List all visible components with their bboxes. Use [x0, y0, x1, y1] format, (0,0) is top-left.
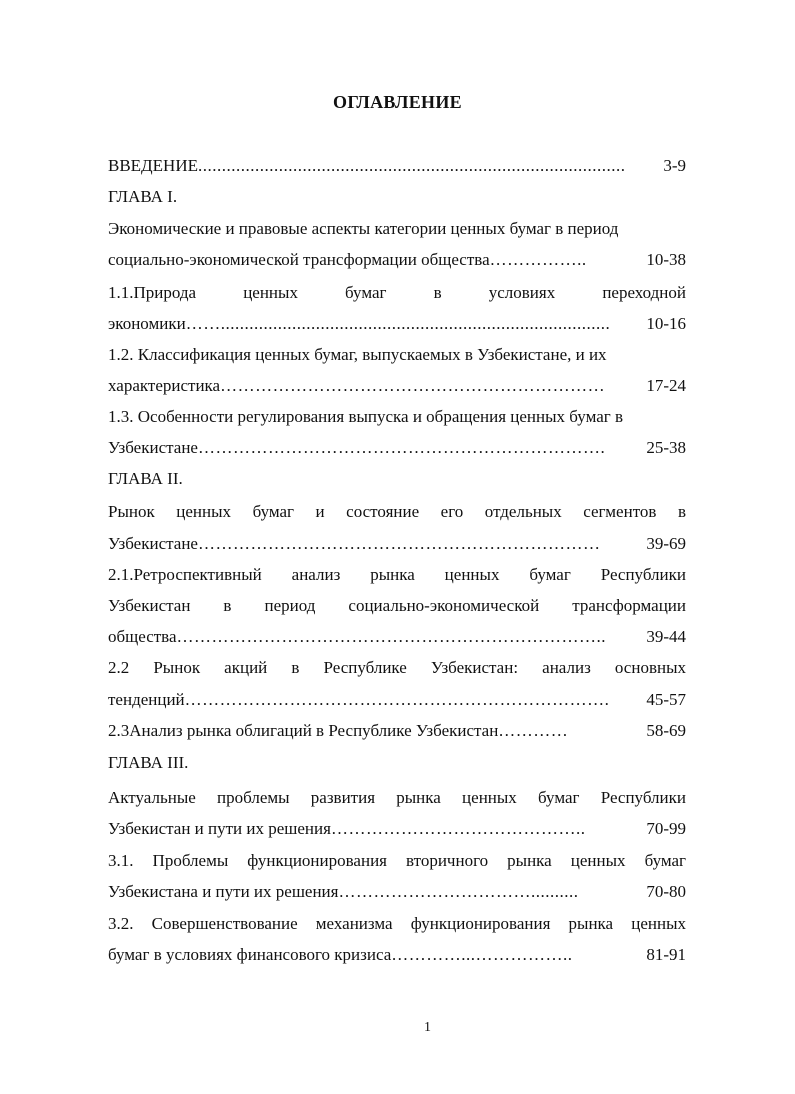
toc-leader: ……………..: [489, 250, 587, 269]
toc-entry-section-1-3[interactable]: [108, 437, 686, 459]
toc-leader: ……………………………………..: [330, 819, 586, 838]
section-title-line: 1.2. Классификация ценных бумаг, выпускаемых в Узбекистане, и их: [108, 345, 607, 364]
section-title-line: 2.2 Рынок акций в Республике Узбекистан: анализ основных: [108, 658, 686, 677]
toc-entry-text: Узбекистане: [108, 534, 198, 553]
toc-entry-text: социально-экономической трансформации общества: [108, 250, 490, 269]
toc-entry-section-2-2[interactable]: [108, 689, 686, 711]
section-title-line: 3.1. Проблемы функционирования вторичного рынка ценных бумаг: [108, 851, 686, 870]
toc-entry-introduction[interactable]: [108, 155, 686, 177]
toc-page-range: 39-69: [646, 534, 686, 553]
toc-page-range: 39-44: [646, 627, 686, 646]
toc-entry-chapter-1[interactable]: [108, 249, 686, 271]
toc-leader: …………………………………………………………….: [197, 438, 606, 457]
toc-entry-section-2-3[interactable]: [108, 720, 686, 742]
toc-entry-text: 2.3Анализ рынка облигаций в Республике Узбекистан: [108, 721, 499, 740]
section-title-line: Узбекистан в период социально-экономической трансформации: [108, 596, 686, 615]
toc-entry-text: Узбекистана и пути их решения: [108, 882, 339, 901]
section-title-line: 1.1.Природа ценных бумаг в условиях переходной: [108, 283, 686, 302]
toc-entry-text: характеристика: [108, 376, 221, 395]
toc-entry-text: бумаг в условиях финансового кризиса: [108, 945, 392, 964]
toc-entry-text: Узбекистане: [108, 438, 198, 457]
chapter-heading-1: ГЛАВА I.: [108, 187, 178, 206]
chapter-title-line: Актуальные проблемы развития рынка ценных бумаг Республики: [108, 788, 686, 807]
page-number: 1: [424, 1020, 431, 1035]
toc-leader: …………: [498, 721, 569, 740]
toc-leader: …………………………………………………………: [220, 376, 606, 395]
toc-page-range: 17-24: [646, 376, 686, 395]
toc-leader: ……………………………………………………………….: [184, 690, 610, 709]
toc-page-range: 58-69: [646, 721, 686, 740]
toc-leader: ..........................................................................................: [197, 156, 626, 175]
toc-page-range: 81-91: [646, 945, 686, 964]
toc-entry-section-2-1[interactable]: [108, 626, 686, 648]
toc-page-range: 45-57: [646, 690, 686, 709]
chapter-title-line: Рынок ценных бумаг и состояние его отдельных сегментов в: [108, 502, 686, 521]
toc-entry-section-1-1[interactable]: [108, 313, 686, 335]
section-title-line: 3.2. Совершенствование механизма функционирования рынка ценных: [108, 914, 686, 933]
toc-leader: ……………………………………………………………: [197, 534, 601, 553]
toc-entry-chapter-2[interactable]: [108, 533, 686, 555]
toc-page-range: 10-16: [646, 314, 686, 333]
toc-entry-text: общества: [108, 627, 177, 646]
toc-leader: …………...……………..: [391, 945, 573, 964]
toc-entry-text: ВВЕДЕНИЕ: [108, 156, 198, 175]
toc-entry-section-3-2[interactable]: [108, 944, 686, 966]
toc-entry-section-1-2[interactable]: [108, 375, 686, 397]
section-title-line: 2.1.Ретроспективный анализ рынка ценных бумаг Республики: [108, 565, 686, 584]
toc-entry-chapter-3[interactable]: [108, 818, 686, 840]
toc-page-range: 70-80: [646, 882, 686, 901]
toc-entry-text: тенденций: [108, 690, 185, 709]
chapter-heading-3: ГЛАВА III.: [108, 753, 189, 772]
chapter-title-line: Экономические и правовые аспекты категории ценных бумаг в период: [108, 219, 619, 238]
page-title: ОГЛАВЛЕНИЕ: [333, 92, 462, 112]
toc-leader: ………………………………………………………………..: [176, 627, 607, 646]
toc-entry-text: Узбекистан и пути их решения: [108, 819, 331, 838]
toc-leader: ……………………………..........: [338, 882, 579, 901]
chapter-heading-2: ГЛАВА II.: [108, 469, 183, 488]
toc-leader: ……..................................................................................: [185, 314, 611, 333]
section-title-line: 1.3. Особенности регулирования выпуска и обращения ценных бумаг в: [108, 407, 624, 426]
toc-page-range: 3-9: [663, 156, 686, 175]
toc-page-range: 10-38: [646, 250, 686, 269]
toc-page-range: 25-38: [646, 438, 686, 457]
toc-entry-text: экономики: [108, 314, 186, 333]
toc-entry-section-3-1[interactable]: [108, 881, 686, 903]
toc-page-range: 70-99: [646, 819, 686, 838]
